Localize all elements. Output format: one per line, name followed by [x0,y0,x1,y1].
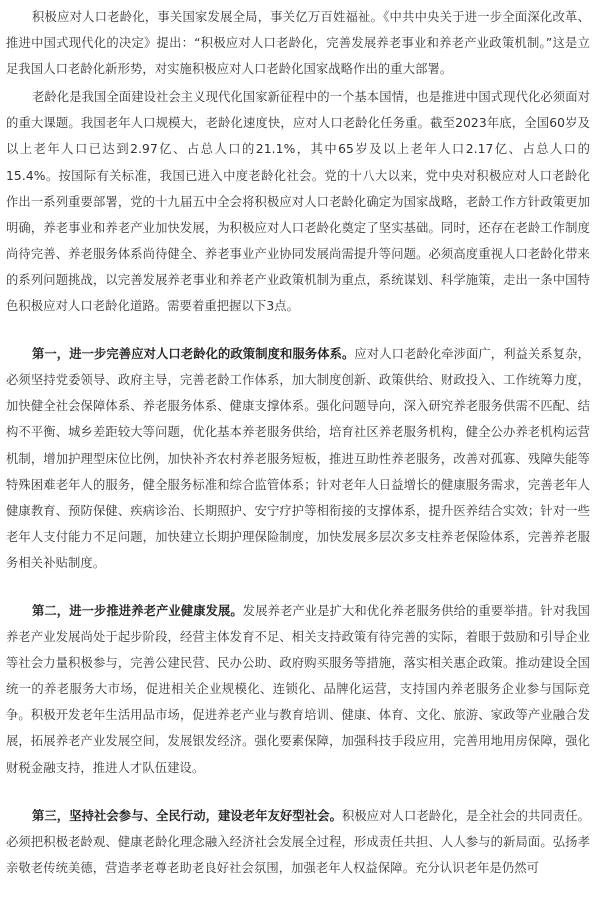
intro-paragraph: 积极应对人口老龄化，事关国家发展全局，事关亿万百姓福祉。《中共中央关于进一步全面深化改革、推进中国式现代化的决定》提出：“积极应对人口老龄化，完善发展养老事业和养老产业政策机制。”这是立足我国人口老龄化新形势，对实施积极应对人口老龄化国家战略作出的重大部署。 [6,10,590,77]
context-paragraph: 老龄化是我国全面建设社会主义现代化国家新征程中的一个基本国情，也是推进中国式现代化必须面对的重大课题。我国老年人口规模大，老龄化速度快，应对人口老龄化任务重。截至2023年底，全国60岁及以上老年人口已达到2.97亿、占总人口的21.1%，其中65岁及以上老年人口2.17亿、占总人口的15.4%。按国际有关标准，我国已进入中度老龄化社会。党的十八大以来，党中央对积极应对人口老龄化作出一系列重要部署，党的十九届五中全会将积极应对人口老龄化确定为国家战略，老龄工作方针政策更加明确，养老事业和养老产业加快发展，为积极应对人口老龄化奠定了坚实基础。同时，还存在老龄工作制度尚待完善、养老服务体系尚待健全、养老事业产业协同发展尚需提升等问题。必须高度重视人口老龄化带来的系列问题挑战，以完善发展养老事业和养老产业政策机制为重点，系统谋划、科学施策，走出一条中国特色积极应对人口老龄化道路。需要着重把握以下3点。 [6,90,590,314]
second-point-heading: 第二，进一步推进养老产业健康发展。 [32,603,243,618]
first-point-body: 应对人口老龄化牵涉面广，利益关系复杂，必须坚持党委领导、政府主导，完善老龄工作体系，加大制度创新、政策供给、财政投入、工作统筹力度，加快健全社会保障体系、养老服务体系、健康支撑体系。强化问题导向，深入研究养老服务供需不匹配、结构不平衡、城乡差距较大等问题，优化基本养老服务供给，培育社区养老服务机构，健全公办养老机构运营机制，增加护理型床位比例，加快补齐农村养老服务短板，推进互助性养老服务，改善对孤寡、残障失能等特殊困难老年人的服务，健全服务标准和综合监管体系；针对老年人日益增长的健康服务需求，完善老年人健康教育、预防保健、疾病诊治、长期照护、安宁疗护等相衔接的支撑体系，提升医养结合实效；针对一些老年人支付能力不足问题，加快建立长期护理保险制度，加快发展多层次多支柱养老保险体系，完善养老服务相关补贴制度。 [6,347,590,570]
third-point-body: 积极应对人口老龄化，是全社会的共同责任。必须把积极老龄观、健康老龄化理念融入经济社会发展全过程，形成责任共担、人人参与的新局面。弘扬孝亲敬老传统美德，营造孝老尊老助老良好社会氛围，加强老年人权益保障。充分认识老年是仍然可 [6,808,590,875]
first-point-paragraph [6,341,590,576]
third-point-paragraph [6,803,590,881]
second-point-body: 发展养老产业是扩大和优化养老服务供给的重要举措。针对我国养老产业发展尚处于起步阶段，经营主体发育不足、相关支持政策有待完善的实际，着眼于鼓励和引导企业等社会力量积极参与，完善公建民营、民办公助、政府购买服务等措施，落实相关惠企政策。推动建设全国统一的养老服务大市场，促进相关企业规模化、连锁化、品牌化运营，支持国内养老服务企业参与国际竞争。积极开发老年生活用品市场，促进养老产业与教育培训、健康、体育、文化、旅游、家政等产业融合发展，拓展养老产业发展空间，发展银发经济。强化要素保障，加强科技手段应用，完善用地用房保障，强化财税金融支持，推进人才队伍建设。 [6,603,590,775]
first-point-heading: 第一，进一步完善应对人口老龄化的政策制度和服务体系。 [32,347,355,362]
third-point-heading: 第三，坚持社会参与、全民行动，建设老年友好型社会。 [32,808,342,823]
article-body [6,4,590,881]
second-point-paragraph [6,598,590,781]
